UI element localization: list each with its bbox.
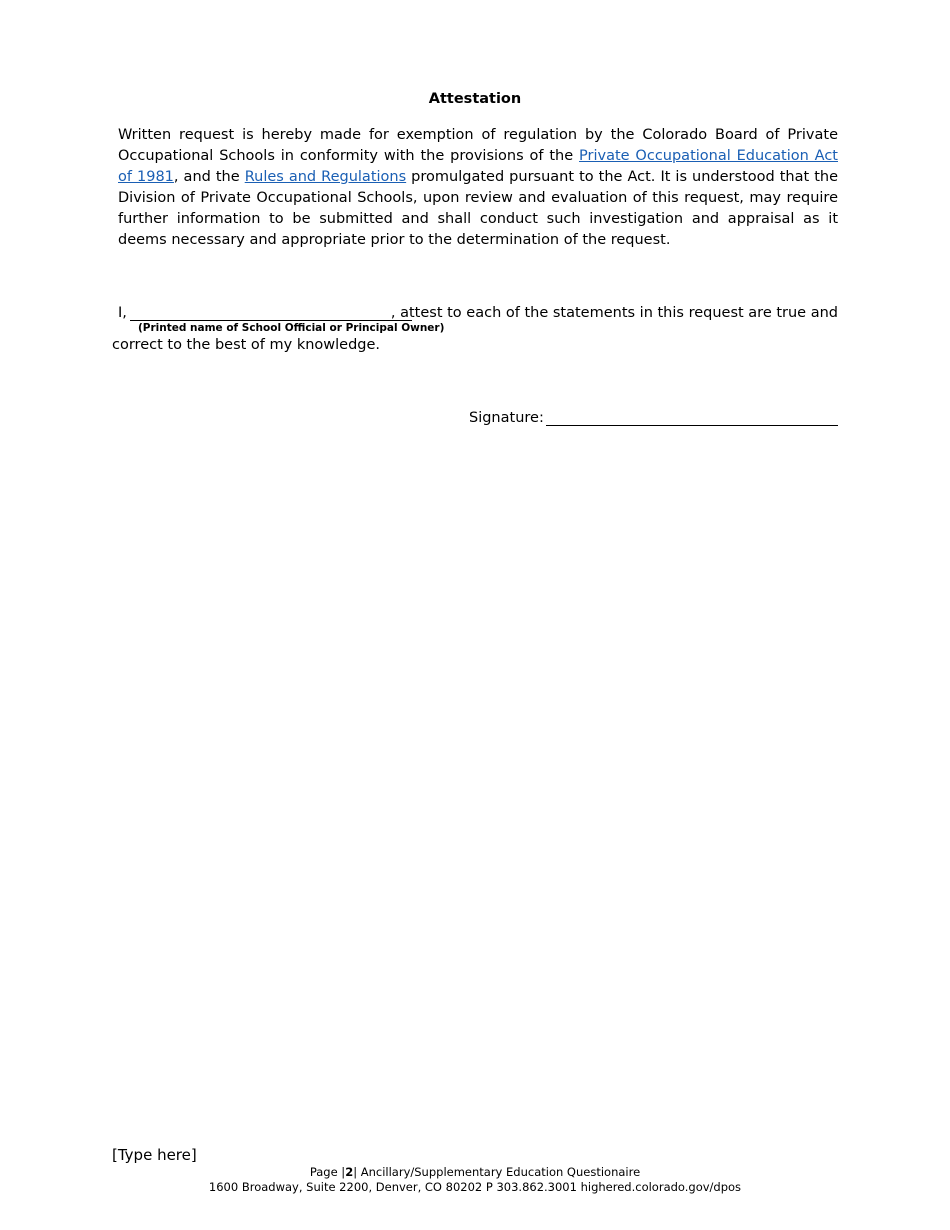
rules-and-regulations-link[interactable]: Rules and Regulations xyxy=(244,169,407,185)
act-of-1981-link[interactable]: Private Occupational Education Act of 1981 xyxy=(118,148,838,185)
attestation-paragraph xyxy=(118,125,838,251)
footer-page-prefix: Page | xyxy=(309,1165,346,1179)
attestation-prefix: I, xyxy=(118,305,127,321)
paragraph-text-3: promulgated pursuant to the Act. It is understood that the Division of Private Occupational Schools, upon review and evaluation of this request, may require further information to be submitted and shall conduct such investigation and appraisal as it deems necessary and appropriate prior to the determination of the request. xyxy=(118,169,839,248)
footer-page-suffix: | Ancillary/Supplementary Education Questionaire xyxy=(353,1165,641,1179)
printed-name-caption: (Printed name of School Official or Principal Owner) xyxy=(138,322,445,334)
attestation-suffix: , attest to each of the statements in this request are true and xyxy=(390,305,838,321)
footer-page-line xyxy=(0,1165,950,1180)
paragraph-text-2: , and the xyxy=(173,169,245,185)
page-footer xyxy=(0,1165,950,1195)
paragraph-text-1: Written request is hereby made for exemption of regulation by the Colorado Board of Private Occupational Schools in conformity with the provisions of the xyxy=(118,127,838,164)
footer-address: 1600 Broadway, Suite 2200, Denver, CO 80202 P 303.862.3001 highered.colorado.gov/dpos xyxy=(208,1180,742,1194)
printed-name-field[interactable] xyxy=(130,320,412,321)
header-placeholder: [Type here] xyxy=(112,1146,197,1164)
page-number: 2 xyxy=(345,1165,354,1179)
signature-label: Signature: xyxy=(469,410,544,426)
signature-field[interactable] xyxy=(546,425,838,426)
attestation-continuation: correct to the best of my knowledge. xyxy=(112,337,381,353)
page-title: Attestation xyxy=(428,91,522,107)
